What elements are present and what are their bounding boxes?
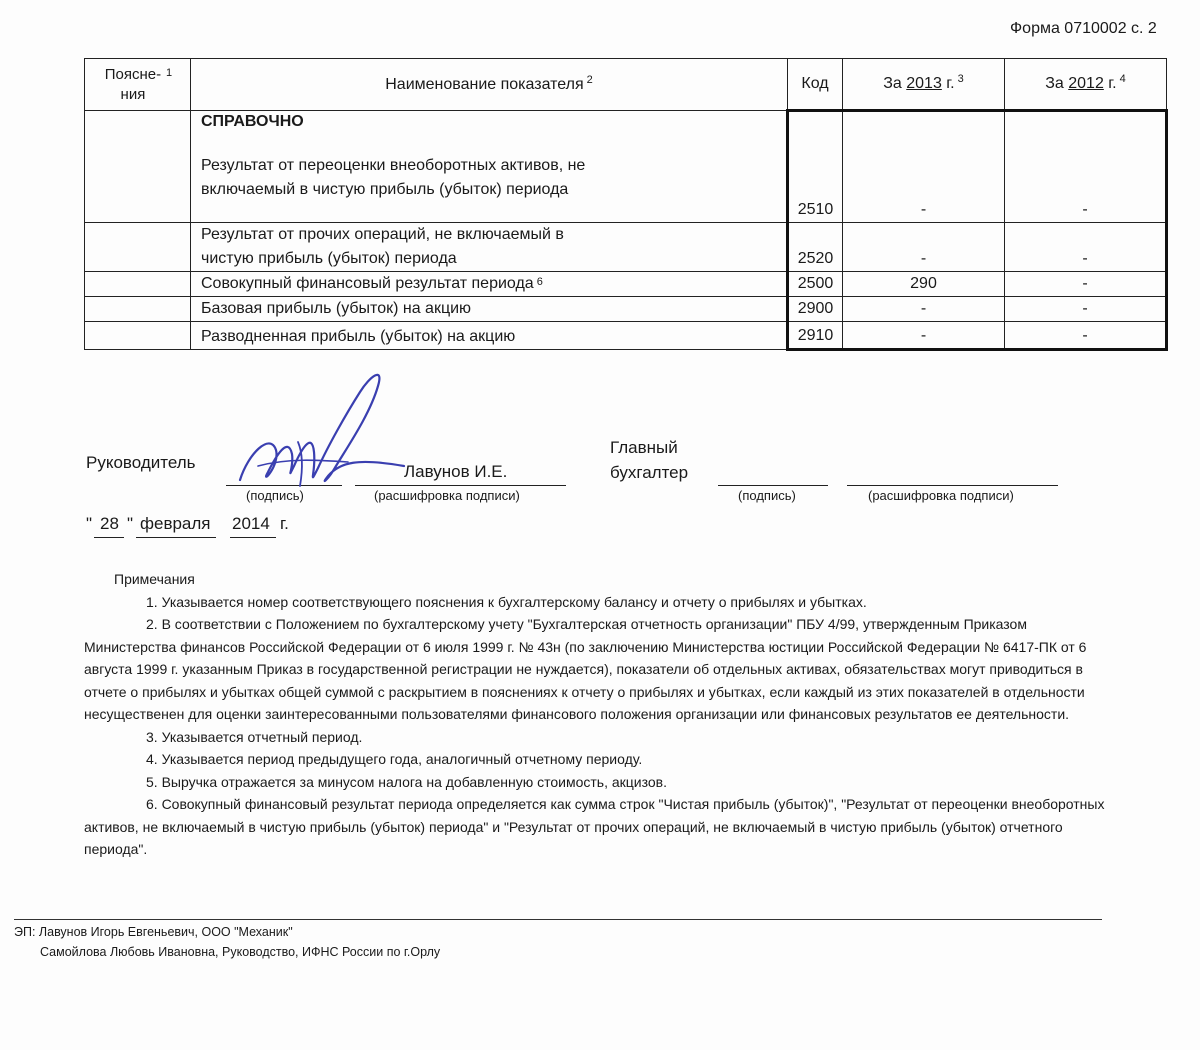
table-row (85, 111, 1167, 223)
row-explanation-cell (85, 322, 191, 350)
chief-sign-caption: (подпись) (738, 488, 796, 503)
row-explanation-cell (85, 223, 191, 272)
header-name (191, 59, 788, 111)
row-code: 2500 (788, 272, 843, 297)
date-year: 2014 (232, 514, 270, 533)
note-item: 2. В соответствии с Положением по бухгалтерскому учету "Бухгалтерская отчетность организации" ПБУ 4/99, утвержденным Приказом Министерства финансов Российской Федерации от 6 июля 1999 г. № 43н (по заключению Министерства юстиции Российской Федерации № 6417-ПК от 6 августа 1999 г. указанным Приказ в государственной регистрации не нуждается), показатели об отдельных активах, обязательствах могут приводиться в отчете о прибылях и убытках общей суммой с раскрытием в пояснениях к отчету о прибылях и убытках, если каждый из этих показателей в отдельности несущественен для оценки заинтересованными пользователями финансового положения организации или финансовых результатов ее деятельности. (84, 616, 1087, 722)
table-row (85, 272, 1167, 297)
row-name: Результат от переоценки внеоборотных активов, не включаемый в чистую прибыль (убыток) периода (201, 157, 586, 198)
date-quote-open: " (86, 514, 93, 533)
row-value-2012: - (1005, 223, 1167, 272)
table-row (85, 223, 1167, 272)
date-month: февраля (140, 514, 211, 533)
row-name-cell (191, 297, 788, 322)
header-year-2013-sup: 3 (957, 73, 964, 85)
row-value-2013: - (843, 223, 1005, 272)
chief-label-line2: бухгалтер (610, 463, 689, 482)
row-value-2013: - (843, 111, 1005, 223)
header-year-2013 (843, 59, 1005, 111)
row-explanation-cell (85, 272, 191, 297)
note-item: 3. Указывается отчетный период. (146, 728, 363, 745)
report-table (84, 58, 1168, 351)
row-value-2012: - (1005, 111, 1167, 223)
header-year-2012 (1005, 59, 1167, 111)
row-name: Базовая прибыль (убыток) на акцию (201, 300, 472, 317)
head-name: Лавунов И.Е. (404, 462, 508, 481)
table-header-row (85, 59, 1167, 111)
header-year-2013-suffix: г. (946, 75, 955, 92)
header-explanation-label: Поясне-ния (104, 65, 162, 103)
row-value-2012: - (1005, 322, 1167, 350)
chief-decode-caption: (расшифровка подписи) (868, 488, 1014, 503)
head-sign-caption: (подпись) (246, 488, 304, 503)
row-code: 2520 (788, 223, 843, 272)
form-code: Форма 0710002 с. 2 (1010, 20, 1157, 37)
date-day-line (94, 537, 124, 538)
date-year-line (230, 537, 276, 538)
date-month-line (136, 537, 216, 538)
date-day: 28 (100, 514, 119, 533)
header-year-2012-suffix: г. (1108, 75, 1117, 92)
row-name-sup: 6 (536, 276, 543, 288)
row-explanation-cell (85, 111, 191, 223)
footer-divider (14, 919, 1102, 920)
chief-decode-line (847, 485, 1058, 486)
date-quote-close: " (127, 514, 134, 533)
ep-signer-2: Самойлова Любовь Ивановна, Руководство, ИФНС России по г.Орлу (40, 945, 441, 959)
note-item: 1. Указывается номер соответствующего пояснения к бухгалтерскому балансу и отчету о прибылях и убытках. (146, 593, 867, 610)
section-title: СПРАВОЧНО (201, 113, 304, 130)
chief-sign-line (718, 485, 828, 486)
row-explanation-cell (85, 297, 191, 322)
header-year-2012-prefix: За (1045, 75, 1064, 92)
table-row (85, 322, 1167, 350)
date-suffix: г. (280, 514, 289, 533)
header-year-2013-value: 2013 (906, 75, 942, 92)
row-value-2012: - (1005, 297, 1167, 322)
head-decode-caption: (расшифровка подписи) (374, 488, 520, 503)
row-code: 2910 (788, 322, 843, 350)
notes-title: Примечания (114, 571, 195, 587)
row-name-cell (191, 223, 788, 272)
table-row (85, 297, 1167, 322)
note-item: 5. Выручка отражается за минусом налога на добавленную стоимость, акцизов. (146, 773, 667, 790)
row-value-2013: - (843, 322, 1005, 350)
row-name: Разводненная прибыль (убыток) на акцию (201, 328, 516, 345)
handwritten-signature-icon (228, 362, 408, 512)
header-year-2012-value: 2012 (1068, 75, 1104, 92)
row-code: 2900 (788, 297, 843, 322)
row-name: Результат от прочих операций, не включаемый в чистую прибыль (убыток) периода (201, 226, 564, 267)
note-item: 4. Указывается период предыдущего года, аналогичный отчетному периоду. (146, 751, 643, 767)
header-year-2012-sup: 4 (1119, 73, 1126, 85)
header-explanation-sup: 1 (165, 66, 173, 79)
row-name-cell (191, 322, 788, 350)
ep-signer-1: ЭП: Лавунов Игорь Евгеньевич, ООО "Механик" (14, 925, 293, 939)
header-explanation (85, 59, 191, 111)
note-item: 6. Совокупный финансовый результат периода определяется как сумма строк "Чистая прибыль (убыток)", "Результат от переоценки внеоборотных активов, не включаемый в чистую прибыль (убыток) периода" и "Результат от прочих операций, не включаемый в чистую прибыль (убыток) отчетного периода". (84, 796, 1105, 857)
row-value-2013: 290 (843, 272, 1005, 297)
head-label: Руководитель (86, 453, 196, 472)
notes-section (84, 568, 1119, 861)
row-name-cell (191, 111, 788, 223)
row-value-2012: - (1005, 272, 1167, 297)
row-name-cell (191, 272, 788, 297)
header-year-2013-prefix: За (883, 75, 902, 92)
header-code: Код (788, 59, 843, 111)
header-name-sup: 2 (586, 73, 593, 86)
header-name-label: Наименование показателя (385, 75, 584, 93)
row-name: Совокупный финансовый результат периода (201, 275, 534, 292)
chief-label-line1: Главный (610, 438, 678, 457)
row-code: 2510 (788, 111, 843, 223)
row-value-2013: - (843, 297, 1005, 322)
